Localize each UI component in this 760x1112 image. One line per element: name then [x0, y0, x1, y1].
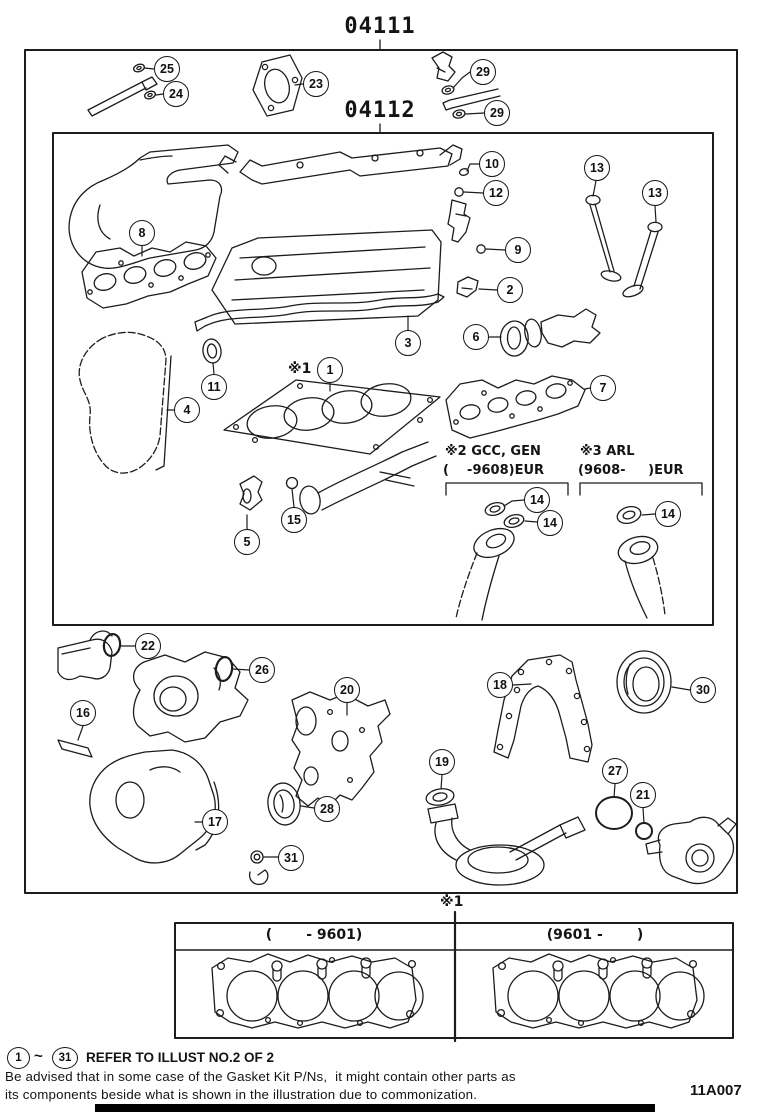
callout-20[interactable]: 20 — [334, 677, 360, 703]
callout-21[interactable]: 21 — [630, 782, 656, 808]
callout-4[interactable]: 4 — [174, 397, 200, 423]
footer-ref-to-circled: 31 — [52, 1047, 78, 1069]
callout-12[interactable]: 12 — [483, 180, 509, 206]
callout-25[interactable]: 25 — [154, 56, 180, 82]
callout-31[interactable]: 31 — [278, 845, 304, 871]
footer-ref-text: REFER TO ILLUST NO.2 OF 2 — [86, 1050, 275, 1065]
callout-5[interactable]: 5 — [234, 529, 260, 555]
callout-23[interactable]: 23 — [303, 71, 329, 97]
injector-grommet-drawing — [455, 188, 463, 196]
throttle-body-gasket-drawing — [253, 55, 302, 116]
table-header-late: (9601 - ) — [546, 927, 644, 943]
callout-17[interactable]: 17 — [202, 809, 228, 835]
pcv-valve-drawing — [432, 52, 455, 95]
callout-14a[interactable]: 14 — [524, 487, 550, 513]
fuel-delivery-pipe-drawing — [219, 145, 462, 184]
egr-gasket-drawing — [500, 309, 600, 356]
callout-26[interactable]: 26 — [249, 657, 275, 683]
drain-plug-gasket-drawing — [250, 851, 268, 884]
footer-note-line1: Be advised that in some case of the Gasket Kit P/Ns, it might contain other parts as — [5, 1069, 516, 1084]
oil-pump-gasket-drawing — [90, 750, 219, 863]
o-ring-27-drawing — [596, 797, 632, 829]
front-plate-20-drawing — [292, 692, 390, 806]
callout-3[interactable]: 3 — [395, 330, 421, 356]
callout-27[interactable]: 27 — [602, 758, 628, 784]
kit-number-04111: 04111 — [344, 14, 416, 39]
callout-16[interactable]: 16 — [70, 700, 96, 726]
footer-ref-from-circled: 1 — [7, 1047, 30, 1069]
note3-title: ※3 ARL — [580, 444, 635, 459]
union-bolt-drawing — [88, 63, 157, 116]
kit-number-04112: 04112 — [344, 98, 416, 123]
crankshaft-rear-seal-drawing — [617, 651, 671, 713]
callout-14b[interactable]: 14 — [537, 510, 563, 536]
callout-8[interactable]: 8 — [129, 220, 155, 246]
note2-range: ( -9608)EUR — [443, 463, 545, 478]
callout-11[interactable]: 11 — [201, 374, 227, 400]
callout-6[interactable]: 6 — [463, 324, 489, 350]
note3-bracket — [580, 483, 702, 495]
callout-10[interactable]: 10 — [479, 151, 505, 177]
callout-14c[interactable]: 14 — [655, 501, 681, 527]
exhaust-manifold-gasket-drawing — [446, 376, 585, 438]
callout-7[interactable]: 7 — [590, 375, 616, 401]
scan-edge-bar — [95, 1104, 655, 1112]
callout-28[interactable]: 28 — [314, 796, 340, 822]
head-gasket-variant-mark: ※1 — [288, 361, 312, 377]
table-header-early: ( - 9601) — [265, 927, 363, 943]
inner-kit-box — [53, 133, 713, 625]
callout-13b[interactable]: 13 — [642, 180, 668, 206]
o-ring-9-drawing — [477, 245, 485, 253]
note2-title: ※2 GCC, GEN — [445, 444, 541, 459]
rear-seal-retainer-drawing — [494, 655, 592, 762]
callout-29a[interactable]: 29 — [470, 59, 496, 85]
fuel-injector-drawing — [448, 200, 470, 242]
sensor-2-drawing — [457, 277, 478, 297]
callout-19[interactable]: 19 — [429, 749, 455, 775]
table-gasket-late-drawing — [493, 954, 704, 1028]
callout-2[interactable]: 2 — [497, 277, 523, 303]
callout-18[interactable]: 18 — [487, 672, 513, 698]
callout-30[interactable]: 30 — [690, 677, 716, 703]
callout-9[interactable]: 9 — [505, 237, 531, 263]
callout-1[interactable]: 1 — [317, 357, 343, 383]
table-gasket-early-drawing — [212, 954, 423, 1028]
note3-range: (9608- )EUR — [578, 463, 684, 478]
callout-15[interactable]: 15 — [281, 507, 307, 533]
callout-29b[interactable]: 29 — [484, 100, 510, 126]
pin-16-drawing — [58, 740, 92, 757]
note2-exhaust-pipe-drawing — [456, 523, 518, 620]
note3-exhaust-pipe-drawing — [615, 533, 665, 618]
valve-left-drawing — [586, 195, 622, 282]
oil-strainer-drawing — [428, 804, 585, 885]
page-code: 11A007 — [690, 1082, 742, 1099]
callout-24[interactable]: 24 — [163, 81, 189, 107]
note2-bracket — [446, 483, 568, 495]
water-outlet-housing-drawing — [134, 652, 248, 742]
footer-note-line2: its components beside what is shown in the illustration due to commonization. — [5, 1087, 478, 1102]
valve-right-drawing — [621, 222, 662, 299]
intake-manifold-drawing — [69, 145, 238, 268]
head-gasket-main-drawing — [224, 380, 440, 454]
note2-gasket-rings-drawing — [484, 500, 526, 529]
table-variant-mark: ※1 — [440, 894, 464, 910]
camshaft-oil-seal-drawing — [201, 338, 222, 364]
crankshaft-front-seal-drawing — [265, 781, 303, 827]
timing-cover-gasket-drawing — [79, 332, 171, 473]
note3-gasket-ring-drawing — [615, 504, 642, 526]
o-ring-15-drawing — [287, 478, 298, 489]
callout-22[interactable]: 22 — [135, 633, 161, 659]
callout-13a[interactable]: 13 — [584, 155, 610, 181]
o-ring-21-drawing — [636, 823, 652, 839]
intake-manifold-gasket-drawing — [82, 242, 216, 308]
oil-pump-body-drawing — [646, 817, 736, 883]
bracket-5-drawing — [240, 476, 262, 510]
water-inlet-drawing — [58, 631, 112, 679]
o-ring-26-drawing — [214, 656, 234, 682]
footer-ref-tilde: ~ — [34, 1048, 43, 1065]
